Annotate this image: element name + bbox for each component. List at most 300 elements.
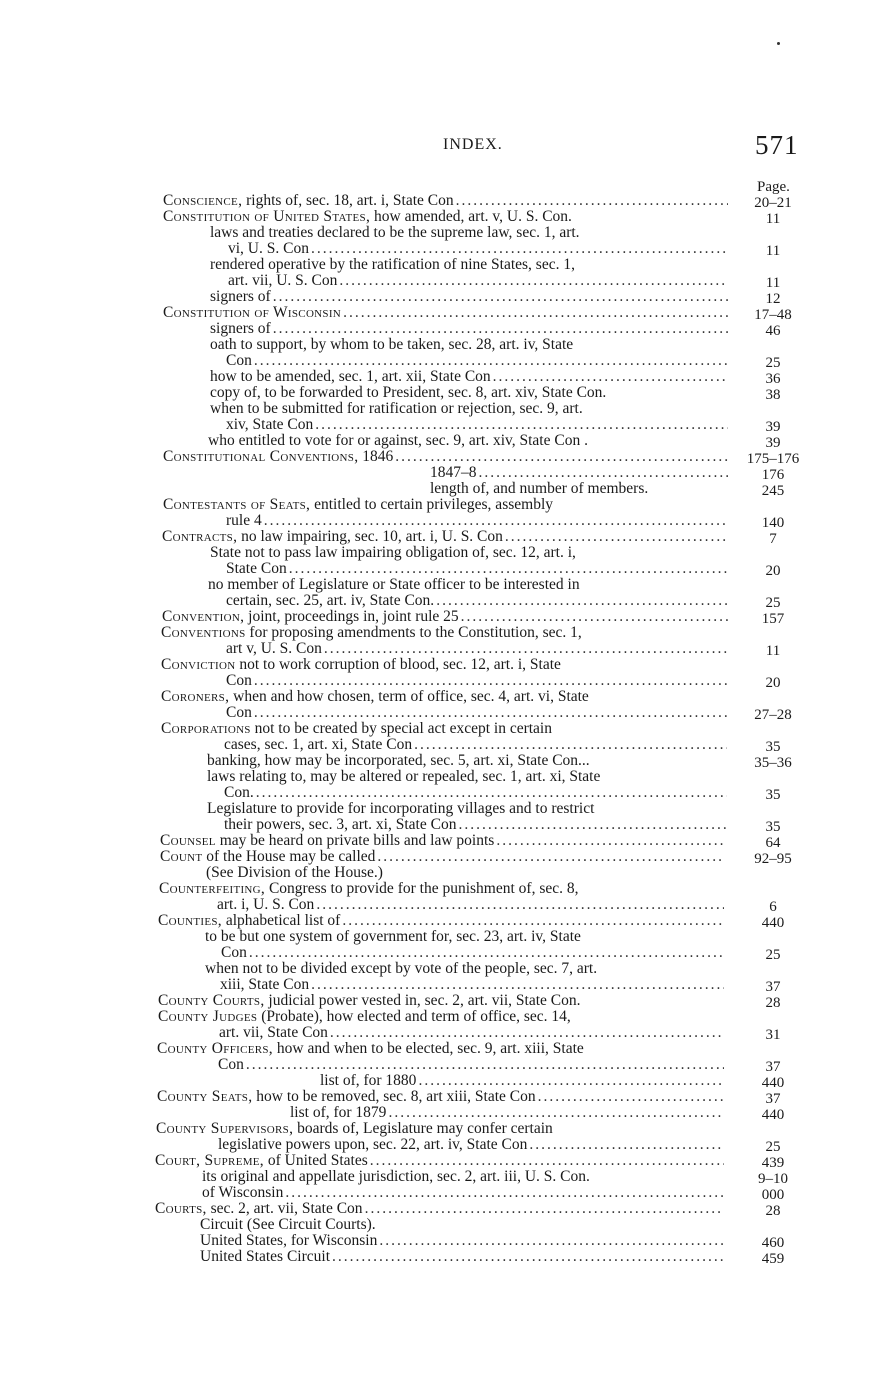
entry-text (210, 385, 606, 401)
index-entry (218, 1057, 724, 1073)
entry-description: joint, proceedings in, joint rule 25 (244, 608, 459, 625)
dot-leader (311, 241, 728, 257)
entry-description: their powers, sec. 3, art. xi, State Con (224, 816, 457, 833)
index-entry (228, 273, 728, 289)
entry-description: how to be amended, sec. 1, art. xii, State Con (210, 368, 491, 385)
entry-text (207, 801, 594, 817)
entry-text (226, 673, 252, 689)
index-entry (200, 1217, 724, 1233)
entry-text (208, 577, 580, 593)
entry-description: Circuit (See Circuit Courts). (200, 1216, 376, 1233)
dot-leader (342, 913, 724, 929)
entry-page-ref: 28 (765, 995, 781, 1011)
entry-description: art. i, U. S. Con (217, 896, 315, 913)
index-entry (162, 529, 728, 545)
entry-description: State Con (226, 560, 287, 577)
entry-page-ref: 11 (765, 643, 781, 659)
index-entry (217, 897, 724, 913)
index-entry (290, 1105, 724, 1121)
entry-text (210, 369, 491, 385)
entry-text (207, 753, 590, 769)
index-entry (226, 513, 728, 529)
entry-description: legislative powers upon, sec. 22, art. iv, State Con (218, 1136, 528, 1153)
entry-text (162, 609, 459, 625)
index-entry (210, 369, 728, 385)
entry-text (161, 689, 589, 705)
page-column-label: Page. (757, 179, 790, 195)
entry-text (158, 913, 340, 929)
entry-description: list of, for 1879 (290, 1104, 387, 1121)
entry-text (160, 849, 375, 865)
entry-description: Con (221, 944, 247, 961)
entry-text (207, 769, 600, 785)
entry-text (160, 833, 494, 849)
dot-leader (254, 353, 728, 369)
entry-text (226, 561, 287, 577)
index-entry (210, 385, 728, 401)
entry-description: 1846 (358, 448, 394, 465)
index-entry (200, 1249, 724, 1265)
entry-text (224, 785, 254, 801)
index-entry (155, 1201, 724, 1217)
entry-text (220, 977, 309, 993)
index-entry (226, 417, 728, 433)
entry-page-ref: 31 (765, 1027, 781, 1043)
entry-description: how to be removed, sec. 8, art xiii, State Con (252, 1088, 536, 1105)
entry-text (162, 529, 503, 545)
entry-text (226, 353, 252, 369)
entry-description: signers of (210, 288, 271, 305)
entry-description: oath to support, by whom to be taken, sec. 28, art. iv, State (210, 336, 574, 353)
entry-page-ref: 9–10 (758, 1171, 788, 1187)
dot-leader (249, 945, 724, 961)
entry-heading: Counterfeiting, (159, 880, 266, 897)
entry-text (157, 1041, 584, 1057)
dot-leader (395, 449, 728, 465)
entry-text (210, 337, 573, 353)
dot-leader (461, 609, 728, 625)
entry-description: (See Division of the House.) (206, 864, 383, 881)
entry-description: United States, for Wisconsin (200, 1232, 378, 1249)
entry-text (200, 1217, 376, 1233)
entry-heading: County Courts, (158, 992, 265, 1009)
entry-page-ref: 38 (765, 387, 781, 403)
entry-page-ref: 175–176 (746, 451, 800, 467)
entry-text (210, 225, 580, 241)
index-entry (224, 785, 727, 801)
index-entry (157, 1041, 724, 1057)
entry-page-ref: 17–48 (754, 307, 792, 323)
dot-leader (505, 529, 728, 545)
entry-page-ref: 25 (765, 947, 781, 963)
index-entry (205, 961, 724, 977)
entry-description: when and how chosen, term of office, sec. 4, art. vi, State (229, 688, 589, 705)
entry-page-ref: 176 (761, 467, 785, 483)
entry-description: 1847–8 (430, 464, 477, 481)
entry-description: art. vii, U. S. Con (228, 272, 338, 289)
entry-description: not to be created by special act except in certain (250, 720, 552, 737)
entry-description: boards of, Legislature may confer certain (293, 1120, 553, 1137)
entry-description: when to be submitted for ratification or rejection, sec. 9, art. (210, 400, 583, 417)
entry-page-ref: 25 (765, 355, 781, 371)
entry-description: xiv, State Con (226, 416, 314, 433)
dot-leader (370, 1153, 724, 1169)
entry-page-ref: 35 (765, 787, 781, 803)
entry-text (218, 1057, 244, 1073)
entry-page-ref: 35 (765, 739, 781, 755)
entry-description: how amended, art. v, U. S. Con. (370, 208, 572, 225)
index-entry (161, 657, 728, 673)
entry-description: Con (226, 704, 252, 721)
index-entry (200, 1233, 724, 1249)
entry-text (226, 641, 322, 657)
index-entry (159, 881, 724, 897)
entry-heading: Counties, (158, 912, 222, 929)
entry-description: alphabetical list of (221, 912, 341, 929)
entry-text (156, 1121, 553, 1137)
index-entry (320, 1073, 724, 1089)
entry-text (155, 1201, 363, 1217)
entry-page-ref: 35–36 (754, 755, 792, 771)
entry-description: to be but one system of government for, sec. 23, art. iv, State (205, 928, 581, 945)
entry-heading: Contracts, (162, 528, 238, 545)
entry-text (226, 513, 262, 529)
entry-text (210, 321, 271, 337)
index-entry (219, 1025, 724, 1041)
dot-leader (339, 273, 728, 289)
index-entry (208, 577, 728, 593)
entry-description: how and when to be elected, sec. 9, art. xiii, State (273, 1040, 584, 1057)
entry-text (228, 273, 337, 289)
entry-heading: Contestants of Seats, (163, 496, 311, 513)
entry-page-ref: 460 (761, 1235, 785, 1251)
entry-page-ref: 25 (765, 1139, 781, 1155)
dot-leader (529, 1137, 724, 1153)
entry-page-ref: 440 (761, 1107, 785, 1123)
entry-heading: County Officers, (157, 1040, 273, 1057)
entry-text (202, 1185, 283, 1201)
dot-leader (254, 673, 728, 689)
entry-page-ref: 12 (765, 291, 781, 307)
dot-leader (246, 1057, 724, 1073)
entry-description: Legislature to provide for incorporating villages and to restrict (207, 800, 595, 817)
entry-description: laws relating to, may be altered or repealed, sec. 1, art. xi, State (207, 768, 601, 785)
index-entry (226, 705, 727, 721)
index-entry (205, 929, 724, 945)
index-entry (157, 1089, 724, 1105)
index-entry (224, 817, 727, 833)
entry-description: no member of Legislature or State officer to be interested in (208, 576, 580, 593)
entry-page-ref: 459 (761, 1251, 785, 1267)
entry-text (217, 897, 314, 913)
entry-description: Con. (224, 784, 254, 801)
running-title: INDEX. (443, 136, 503, 153)
entry-heading: Corporations (161, 720, 251, 737)
entry-text (226, 705, 252, 721)
dot-leader (330, 1025, 724, 1041)
entry-text (158, 993, 581, 1009)
entry-text (205, 961, 597, 977)
entry-description: art. vii, State Con (219, 1024, 328, 1041)
entry-description: vi, U. S. Con (228, 240, 309, 257)
entry-text (226, 593, 434, 609)
entry-text (202, 1169, 590, 1185)
entry-description: rule 4 (226, 512, 262, 529)
entry-description: xiii, State Con (220, 976, 310, 993)
entry-description: when not to be divided except by vote of the people, sec. 7, art. (205, 960, 598, 977)
index-entry (163, 449, 728, 465)
entry-page-ref: 140 (761, 515, 785, 531)
entry-text (221, 945, 247, 961)
entry-text (430, 465, 477, 481)
dot-leader (264, 513, 728, 529)
entry-text (157, 1089, 536, 1105)
entry-heading: County Seats, (157, 1088, 253, 1105)
index-entry (208, 433, 728, 449)
dot-leader (315, 417, 728, 433)
dot-leader (316, 897, 724, 913)
entry-text (163, 449, 393, 465)
dot-leader (493, 369, 728, 385)
index-entry (202, 1185, 724, 1201)
index-entry (155, 1153, 724, 1169)
entry-text (430, 481, 648, 497)
index-entry (430, 465, 728, 481)
entry-description: of the House may be called (202, 848, 376, 865)
entry-description: Congress to provide for the punishment of, sec. 8, (265, 880, 579, 897)
entry-text (224, 737, 412, 753)
entry-text (224, 817, 456, 833)
dot-leader (254, 705, 727, 721)
entry-text (161, 721, 552, 737)
entry-page-ref: 27–28 (754, 707, 792, 723)
index-entry (221, 945, 724, 961)
entry-text (210, 257, 575, 273)
entry-description: may be heard on private bills and law points (215, 832, 495, 849)
entry-description: Con (226, 672, 252, 689)
entry-heading: County Judges (158, 1008, 258, 1025)
index-entry (226, 593, 728, 609)
entry-text (163, 497, 553, 513)
entry-page-ref: 39 (765, 419, 781, 435)
index-entry (226, 641, 728, 657)
index-entry (160, 849, 724, 865)
index-entry (210, 257, 728, 273)
entry-page-ref: 20 (765, 675, 781, 691)
dot-leader (538, 1089, 724, 1105)
entry-description: copy of, to be forwarded to President, sec. 8, art. xiv, State Con. (210, 384, 607, 401)
entry-page-ref: 92–95 (754, 851, 792, 867)
dot-leader (332, 1249, 724, 1265)
dot-leader (365, 1201, 724, 1217)
entry-description: cases, sec. 1, art. xi, State Con (224, 736, 413, 753)
dot-leader (418, 1073, 724, 1089)
entry-heading: Court, Supreme, (155, 1152, 264, 1169)
entry-text (155, 1153, 368, 1169)
entry-page-ref: 7 (769, 531, 777, 547)
entry-description: rendered operative by the ratification of nine States, sec. 1, (210, 256, 575, 273)
entry-text (159, 881, 578, 897)
entry-heading: Conviction (161, 656, 236, 673)
entry-description: of Wisconsin (202, 1184, 284, 1201)
entry-page-ref: 39 (765, 435, 781, 451)
index-entry (210, 545, 728, 561)
index-entry (162, 609, 728, 625)
dot-leader (414, 737, 727, 753)
entry-text (218, 1137, 527, 1153)
index-entry (210, 225, 728, 241)
index-entry (207, 769, 727, 785)
dot-leader (273, 289, 728, 305)
entry-page-ref: 440 (761, 1075, 785, 1091)
dot-leader (436, 593, 728, 609)
entry-description: art v, U. S. Con (226, 640, 322, 657)
entry-description: no law impairing, sec. 10, art. i, U. S. Con (237, 528, 503, 545)
entry-page-ref: 20–21 (754, 195, 792, 211)
index-entry (163, 209, 728, 225)
entry-text (290, 1105, 386, 1121)
entry-text (205, 929, 581, 945)
index-entry (210, 321, 728, 337)
dot-leader (273, 321, 728, 337)
entry-page-ref: 439 (761, 1155, 785, 1171)
entry-heading: Constitution of Wisconsin (163, 304, 342, 321)
entry-description: of United States (264, 1152, 368, 1169)
entry-page-ref: 25 (765, 595, 781, 611)
entry-description: United States Circuit (200, 1248, 331, 1265)
dot-leader (479, 465, 729, 481)
index-entry (158, 913, 724, 929)
index-entry (430, 481, 728, 497)
index-entry (220, 977, 724, 993)
entry-page-ref: 46 (765, 323, 781, 339)
entry-text (163, 209, 572, 225)
entry-heading: Constitution of United States, (163, 208, 371, 225)
index-entry (218, 1137, 724, 1153)
entry-text (228, 241, 309, 257)
entry-description: entitled to certain privileges, assembly (310, 496, 553, 513)
index-entry (210, 401, 728, 417)
index-entry (160, 833, 724, 849)
entry-description: who entitled to vote for or against, sec. 9, art. xiv, State Con . (208, 432, 588, 449)
index-entry (158, 1009, 724, 1025)
page-speck (777, 42, 780, 45)
dot-leader (456, 193, 728, 209)
page-number: 571 (755, 130, 799, 160)
entry-heading: Conscience, (163, 192, 243, 209)
dot-leader (496, 833, 724, 849)
dot-leader (343, 305, 728, 321)
index-entry (158, 993, 724, 1009)
entry-description: judicial power vested in, sec. 2, art. vii, State Con. (264, 992, 581, 1009)
dot-leader (311, 977, 724, 993)
entry-page-ref: 37 (765, 1091, 781, 1107)
entry-description: signers of (210, 320, 271, 337)
entry-page-ref: 37 (765, 979, 781, 995)
entry-text (161, 657, 561, 673)
entry-page-ref: 37 (765, 1059, 781, 1075)
entry-heading: Courts, (155, 1200, 207, 1217)
dot-leader (324, 641, 728, 657)
entry-text (163, 305, 341, 321)
entry-heading: Conventions (161, 624, 246, 641)
entry-text (206, 865, 383, 881)
entry-page-ref: 11 (765, 211, 781, 227)
entry-page-ref: 11 (765, 243, 781, 259)
index-entry (226, 673, 728, 689)
index-entry (224, 737, 727, 753)
dot-leader (256, 785, 727, 801)
index-entry (202, 1169, 724, 1185)
dot-leader (289, 561, 728, 577)
entry-heading: Coroners, (161, 688, 230, 705)
index-entry (210, 289, 728, 305)
entry-heading: Count (160, 848, 203, 865)
index-entry (210, 337, 728, 353)
entry-page-ref: 000 (761, 1187, 785, 1203)
entry-heading: Constitutional Conventions, (163, 448, 359, 465)
entry-text (210, 545, 576, 561)
dot-leader (379, 1233, 724, 1249)
entry-text (158, 1009, 571, 1025)
entry-text (219, 1025, 328, 1041)
entry-page-ref: 20 (765, 563, 781, 579)
entry-description: Con (226, 352, 252, 369)
index-entry (207, 753, 727, 769)
entry-text (200, 1249, 330, 1265)
dot-leader (458, 817, 727, 833)
entry-page-ref: 35 (765, 819, 781, 835)
entry-description: its original and appellate jurisdiction, sec. 2, art. iii, U. S. Con. (202, 1168, 590, 1185)
entry-description: Con (218, 1056, 244, 1073)
index-entry (161, 721, 727, 737)
entry-page-ref: 36 (765, 371, 781, 387)
entry-text (210, 289, 271, 305)
entry-page-ref: 28 (765, 1203, 781, 1219)
entry-text (226, 417, 313, 433)
entry-description: sec. 2, art. vii, State Con (206, 1200, 363, 1217)
index-entry (207, 801, 727, 817)
index-entry (161, 625, 728, 641)
entry-description: for proposing amendments to the Constitution, sec. 1, (245, 624, 582, 641)
index-entry (228, 241, 728, 257)
entry-page-ref: 6 (769, 899, 777, 915)
index-entry (156, 1121, 724, 1137)
index-entry (206, 865, 724, 881)
entry-text (163, 193, 454, 209)
dot-leader (377, 849, 724, 865)
entry-page-ref: 11 (765, 275, 781, 291)
entry-text (161, 625, 582, 641)
page-header (0, 130, 884, 170)
entry-description: State not to pass law impairing obligation of, sec. 12, art. i, (210, 544, 576, 561)
entry-page-ref: 157 (761, 611, 785, 627)
entry-page-ref: 440 (761, 915, 785, 931)
entry-description: certain, sec. 25, art. iv, State Con. (226, 592, 435, 609)
entry-page-ref: 245 (761, 483, 785, 499)
entry-description: banking, how may be incorporated, sec. 5, art. xi, State Con... (207, 752, 590, 769)
entry-description: laws and treaties declared to be the supreme law, sec. 1, art. (210, 224, 580, 241)
index-entry (161, 689, 727, 705)
entry-description: not to work corruption of blood, sec. 12, art. i, State (235, 656, 561, 673)
entry-description: length of, and number of members. (430, 480, 649, 497)
index-entry (163, 193, 728, 209)
entry-text (208, 433, 588, 449)
index-entry (226, 353, 728, 369)
entry-text (210, 401, 583, 417)
entry-heading: County Supervisors, (156, 1120, 294, 1137)
entry-heading: Counsel (160, 832, 216, 849)
